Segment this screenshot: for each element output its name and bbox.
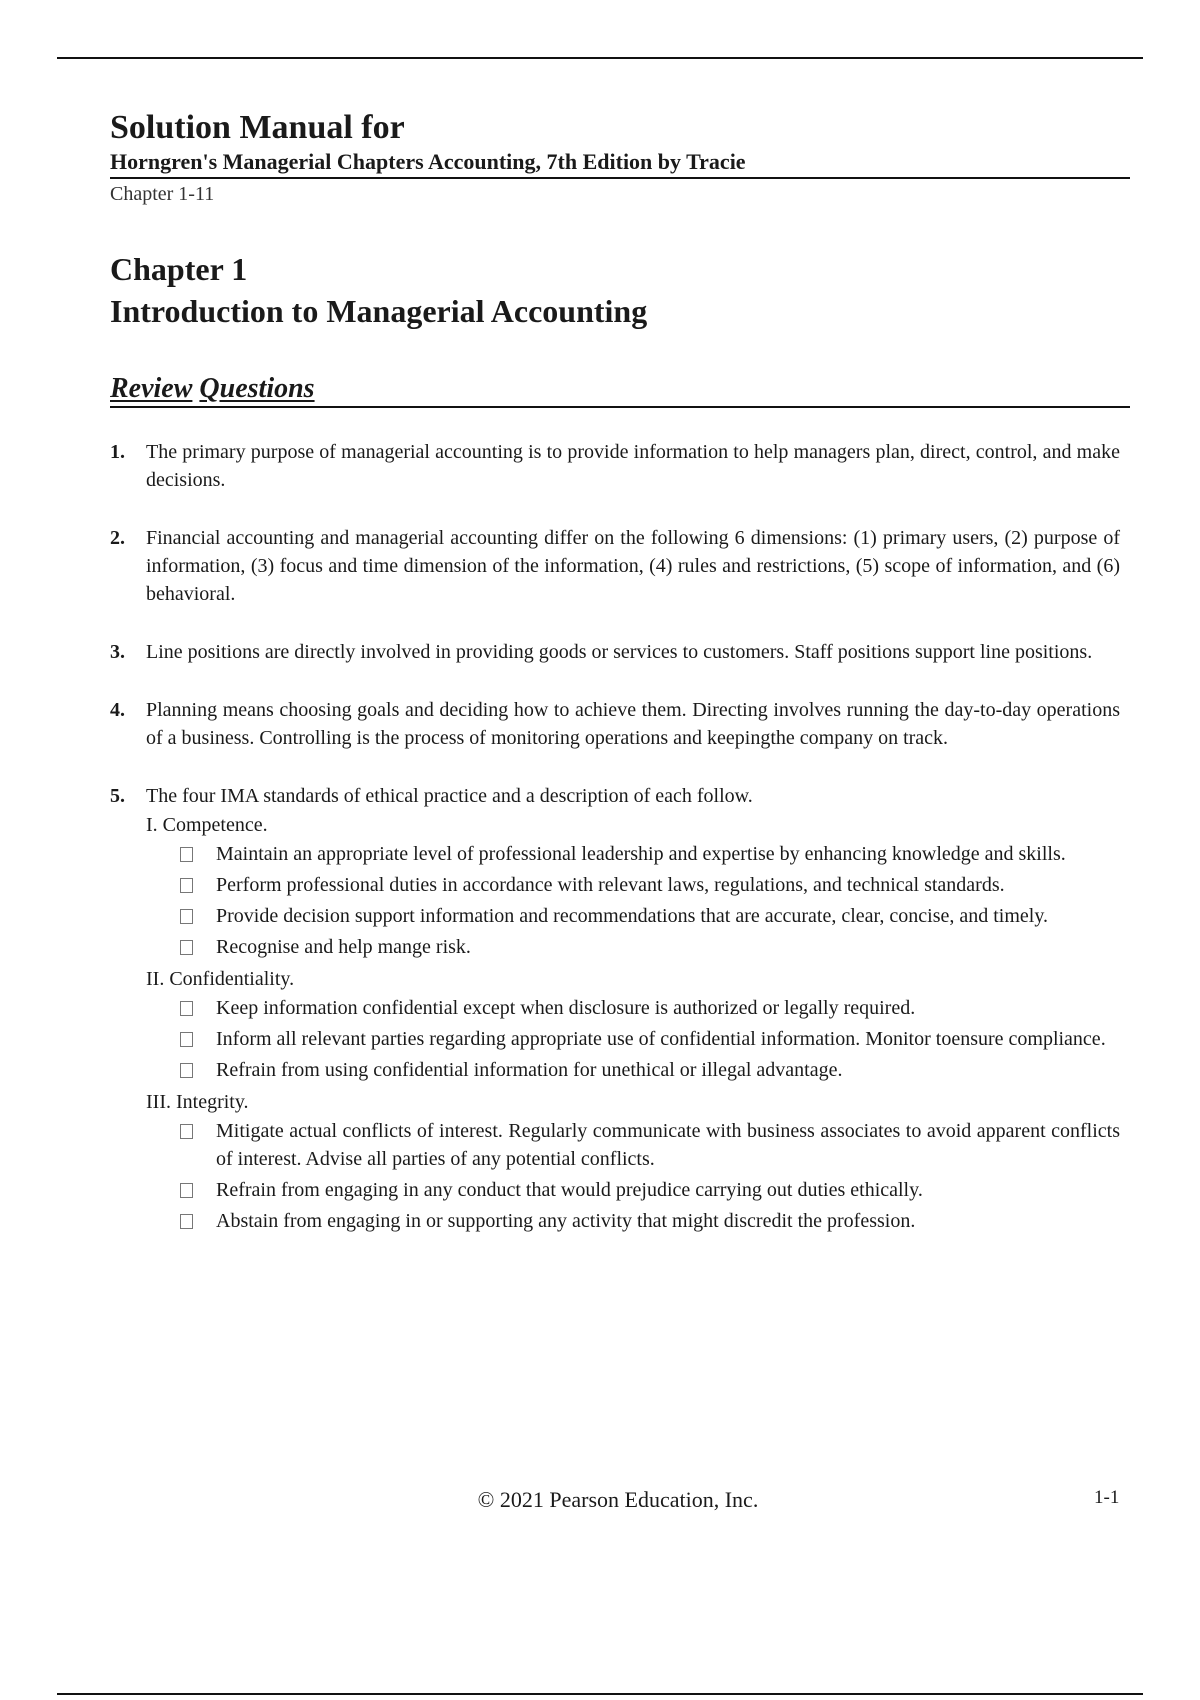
standard-items <box>180 840 1130 961</box>
checkbox-glyph-icon <box>180 902 216 930</box>
standard-item <box>180 1056 1130 1084</box>
checkbox-glyph-icon <box>180 1025 216 1053</box>
question-text: Planning means choosing goals and deciding how to achieve them. Directing involves running the day-to-day operations of a business. Controlling is the process of monitoring operations and keepingthe company on track. <box>146 699 1120 749</box>
checkbox-glyph-icon <box>180 933 216 961</box>
standard-item-text: Recognise and help mange risk. <box>216 936 471 958</box>
standard-item-text: Inform all relevant parties regarding appropriate use of confidential information. Monitor toensure compliance. <box>216 1028 1106 1050</box>
page-content <box>110 108 1130 1238</box>
page-number: 1-1 <box>1094 1487 1120 1508</box>
copyright-notice: © 2021 Pearson Education, Inc. <box>477 1487 759 1512</box>
question-number: 2. <box>110 527 125 549</box>
standard-item <box>180 1025 1130 1053</box>
question-number: 3. <box>110 641 125 663</box>
standard-item <box>180 933 1130 961</box>
section-heading <box>110 372 1130 408</box>
document-title: Solution Manual for <box>110 109 405 146</box>
standard-item <box>180 840 1130 868</box>
standard-item <box>180 1117 1130 1173</box>
checkbox-glyph-icon <box>180 871 216 899</box>
standard-item-text: Mitigate actual conflicts of interest. Regularly communicate with business associates to avoid apparent conflicts of interest. Advise all parties of any potential conflicts. <box>216 1120 1120 1170</box>
standard-item-text: Maintain an appropriate level of professional leadership and expertise by enhancing knowledge and skills. <box>216 843 1066 865</box>
question-item <box>110 524 1130 608</box>
standard-group-confidentiality <box>110 964 1130 1084</box>
standard-title: II. Confidentiality. <box>146 968 295 990</box>
standard-item-text: Abstain from engaging in or supporting any activity that might discredit the profession. <box>216 1210 916 1232</box>
standard-item <box>180 994 1130 1022</box>
chapter-range: Chapter 1-11 <box>110 183 215 205</box>
chapter-title: Introduction to Managerial Accounting <box>110 293 648 329</box>
standard-title: III. Integrity. <box>146 1091 249 1113</box>
question-text: Financial accounting and managerial accounting differ on the following 6 dimensions: (1) primary users, (2) purpose of information, (3) focus and time dimension of the information, (4) rules and restrictions, (5) scope of information, and (6) behavioral. <box>146 527 1120 605</box>
standard-item-text: Refrain from engaging in any conduct that would prejudice carrying out duties ethically. <box>216 1179 923 1201</box>
standard-item-text: Provide decision support information and recommendations that are accurate, clear, concise, and timely. <box>216 905 1049 927</box>
question-text: The primary purpose of managerial accounting is to provide information to help managers plan, direct, control, and make decisions. <box>146 441 1120 491</box>
question-number: 4. <box>110 699 125 721</box>
question-number: 1. <box>110 441 125 463</box>
standard-item <box>180 871 1130 899</box>
document-subtitle: Horngren's Managerial Chapters Accounting, 7th Edition by Tracie <box>110 148 1130 179</box>
checkbox-glyph-icon <box>180 1176 216 1204</box>
standard-items <box>180 1117 1130 1235</box>
standard-group-competence <box>110 810 1130 961</box>
bottom-rule <box>57 1693 1143 1695</box>
question-text: The four IMA standards of ethical practice and a description of each follow. <box>146 785 753 807</box>
question-item <box>110 696 1130 752</box>
checkbox-glyph-icon <box>180 1056 216 1084</box>
question-item <box>110 782 1130 810</box>
question-number: 5. <box>110 785 125 807</box>
chapter-number: Chapter 1 <box>110 251 248 287</box>
standard-item-text: Refrain from using confidential information for unethical or illegal advantage. <box>216 1059 843 1081</box>
top-rule <box>57 57 1143 59</box>
question-item <box>110 638 1130 666</box>
section-heading-word-2: Questions <box>199 373 315 404</box>
standard-items <box>180 994 1130 1084</box>
question-item <box>110 438 1130 494</box>
standard-title: I. Competence. <box>146 814 268 836</box>
standard-item <box>180 1176 1130 1204</box>
checkbox-glyph-icon <box>180 1117 216 1173</box>
review-questions-list <box>110 438 1130 1235</box>
standard-item-text: Keep information confidential except when disclosure is authorized or legally required. <box>216 997 916 1019</box>
checkbox-glyph-icon <box>180 1207 216 1235</box>
section-heading-word-1: Review <box>110 373 193 404</box>
checkbox-glyph-icon <box>180 994 216 1022</box>
standard-group-integrity <box>110 1087 1130 1235</box>
standard-item <box>180 902 1130 930</box>
standard-item <box>180 1207 1130 1235</box>
question-text: Line positions are directly involved in providing goods or services to customers. Staff positions support line positions. <box>146 641 1093 663</box>
standard-item-text: Perform professional duties in accordance with relevant laws, regulations, and technical standards. <box>216 874 1005 896</box>
checkbox-glyph-icon <box>180 840 216 868</box>
